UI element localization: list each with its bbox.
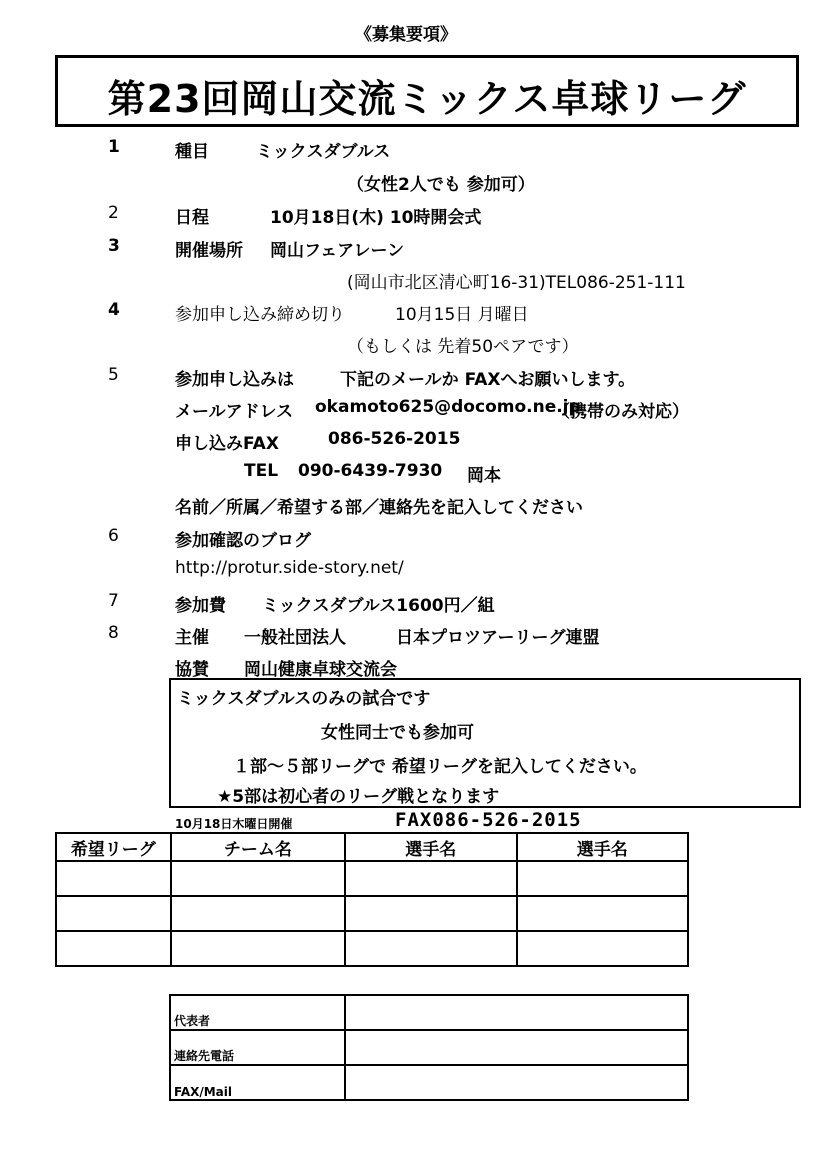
table-row <box>170 995 688 1030</box>
header-player-2: 選手名 <box>517 833 688 861</box>
team-cell[interactable] <box>171 861 345 896</box>
player-cell[interactable] <box>345 931 516 966</box>
page-title: 第23回岡山交流ミックス卓球リーグ <box>107 77 747 121</box>
item-2-value: 10月18日(木) 10時開会式 <box>270 208 482 228</box>
item-1-label: 種目 <box>175 142 209 162</box>
entry-table <box>55 832 689 967</box>
heading: 《募集要項》 <box>355 25 457 45</box>
item-2-number: 2 <box>108 203 119 223</box>
item-5-label: 参加申し込みは <box>175 370 294 390</box>
email-label: メールアドレス <box>175 402 294 422</box>
item-4-label: 参加申し込み締め切り <box>175 305 345 325</box>
item-4-value: 10月15日 月曜日 <box>395 305 529 325</box>
email-address[interactable]: okamoto625@docomo.ne.jp <box>315 397 581 417</box>
league-cell[interactable] <box>56 896 171 931</box>
item-8-label: 主催 <box>175 628 209 648</box>
player-cell[interactable] <box>517 861 688 896</box>
item-8-number: 8 <box>108 623 119 643</box>
fax-mail-label: FAX/Mail <box>170 1065 345 1100</box>
header-player-1: 選手名 <box>345 833 516 861</box>
item-3-number: 3 <box>108 236 120 256</box>
table-header-row <box>56 833 688 861</box>
item-7-label: 参加費 <box>175 596 226 616</box>
table-row <box>56 896 688 931</box>
fax-mail-field[interactable] <box>345 1065 689 1100</box>
player-cell[interactable] <box>345 896 516 931</box>
notice-line-4: ★5部は初心者のリーグ戦となります <box>217 787 500 807</box>
item-3-label: 開催場所 <box>175 241 243 261</box>
title-box <box>55 55 799 127</box>
league-cell[interactable] <box>56 931 171 966</box>
item-3-value: 岡山フェアレーン <box>270 241 405 261</box>
tel-number: 090-6439-7930 <box>298 461 443 481</box>
representative-field[interactable] <box>345 995 689 1030</box>
tel-label: TEL <box>244 461 279 481</box>
fax-number: 086-526-2015 <box>328 429 461 449</box>
fax-header: FAX086-526-2015 <box>395 809 582 831</box>
notice-line-1: ミックスダブルスのみの試合です <box>177 689 431 709</box>
notice-line-3: １部～５部リーグで 希望リーグを記入してください。 <box>233 757 647 777</box>
item-4-number: 4 <box>108 300 120 320</box>
item-6-label: 参加確認のブログ <box>175 531 311 551</box>
item-4-extra: （もしくは 先着50ペアです） <box>347 337 579 357</box>
table-row <box>170 1065 688 1100</box>
event-date: 10月18日木曜日開催 <box>175 817 293 831</box>
header-league: 希望リーグ <box>56 833 171 861</box>
league-cell[interactable] <box>56 861 171 896</box>
fax-label: 申し込みFAX <box>175 434 279 454</box>
item-1-number: 1 <box>108 137 120 157</box>
sponsor-name: 岡山健康卓球交流会 <box>244 660 397 680</box>
phone-field[interactable] <box>345 1030 689 1065</box>
player-cell[interactable] <box>345 861 516 896</box>
tel-name: 岡本 <box>467 466 501 486</box>
item-1-extra: （女性2人でも 参加可） <box>347 175 535 195</box>
table-row <box>170 1030 688 1065</box>
item-3-extra: (岡山市北区清心町16-31)TEL086-251-111 <box>347 273 686 293</box>
player-cell[interactable] <box>517 896 688 931</box>
notice-box <box>169 678 801 808</box>
item-5-number: 5 <box>108 365 119 385</box>
instruction: 名前／所属／希望する部／連絡先を記入してください <box>175 498 583 518</box>
sponsor-label: 協賛 <box>175 660 209 680</box>
contact-table <box>169 994 689 1101</box>
item-1-value: ミックスダブルス <box>256 142 391 162</box>
item-6-number: 6 <box>108 526 119 546</box>
blog-url[interactable]: http://protur.side-story.net/ <box>175 558 404 578</box>
item-8-value2: 日本プロツアーリーグ連盟 <box>396 628 600 648</box>
team-cell[interactable] <box>171 931 345 966</box>
phone-label: 連絡先電話 <box>170 1030 345 1065</box>
table-row <box>56 861 688 896</box>
team-cell[interactable] <box>171 896 345 931</box>
player-cell[interactable] <box>517 931 688 966</box>
notice-line-2: 女性同士でも参加可 <box>321 723 474 743</box>
item-5-value: 下記のメールか FAXへお願いします。 <box>340 370 636 390</box>
item-7-value: ミックスダブルス1600円／組 <box>262 596 495 616</box>
representative-label: 代表者 <box>170 995 345 1030</box>
item-8-value: 一般社団法人 <box>244 628 346 648</box>
table-row <box>56 931 688 966</box>
email-note: （携帯のみ対応） <box>553 402 689 422</box>
item-2-label: 日程 <box>175 208 209 228</box>
item-7-number: 7 <box>108 591 119 611</box>
header-team: チーム名 <box>171 833 345 861</box>
